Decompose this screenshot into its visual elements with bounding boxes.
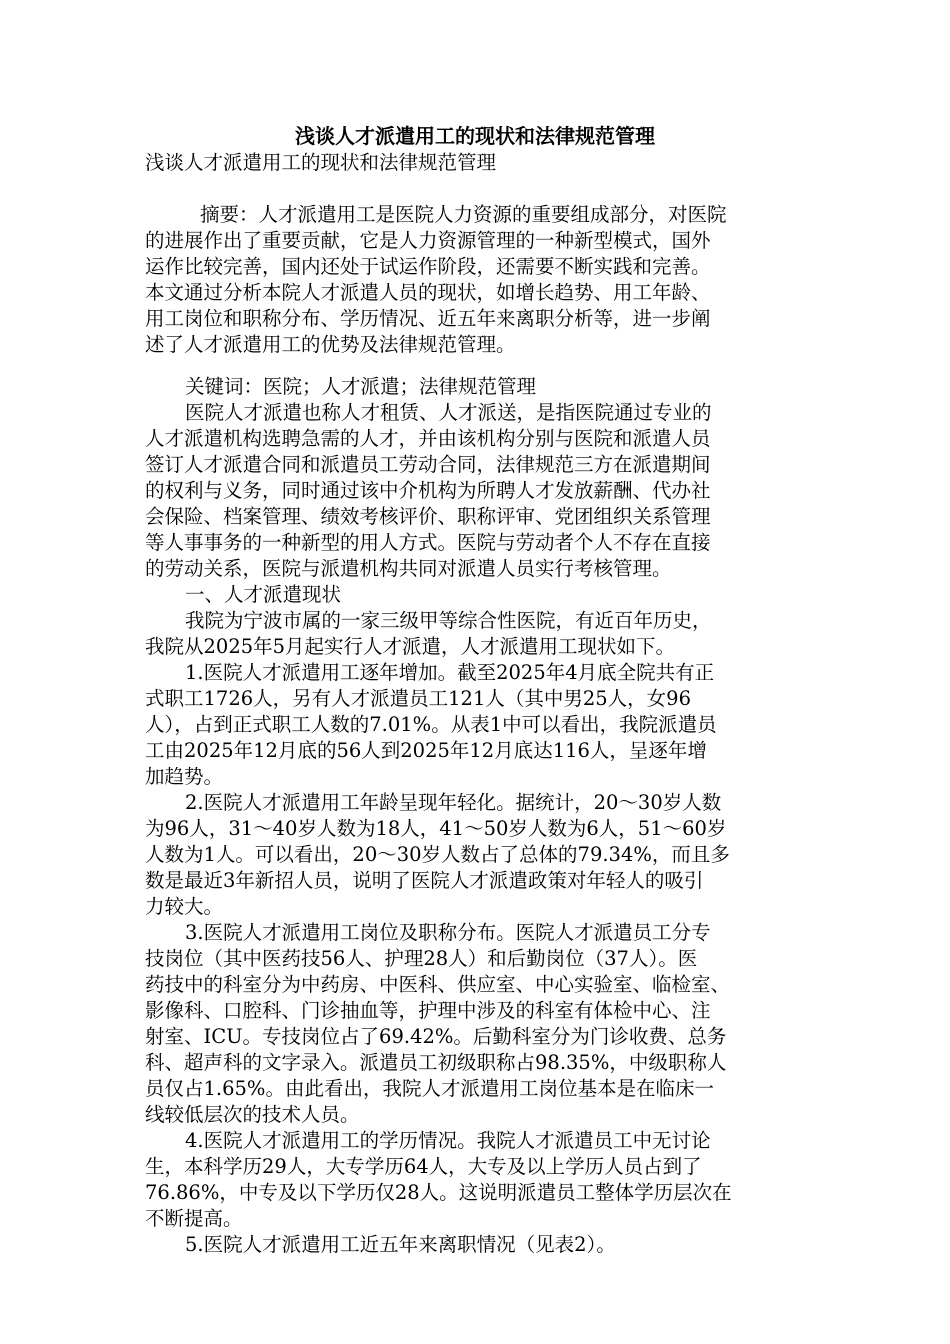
body-line: 我院从2025年5月起实行人才派遣，人才派遣用工现状如下。: [145, 635, 676, 658]
body-line: 人），占到正式职工人数的7.01%。从表1中可以看出，我院派遣员: [145, 713, 717, 736]
subtitle-line: 浅谈人才派遣用工的现状和法律规范管理: [145, 151, 497, 174]
body-line: 射室、ICU。专技岗位占了69.42%。后勤科室分为门诊收费、总务: [145, 1025, 727, 1048]
section-heading: 一、人才派遣现状: [185, 583, 342, 606]
body-line: 员仅占1.65%。由此看出，我院人才派遣用工岗位基本是在临床一: [145, 1077, 714, 1100]
body-line: 生，本科学历29人，大专学历64人，大专及以上学历人员占到了: [145, 1155, 702, 1178]
body-line: 3.医院人才派遣用工岗位及职称分布。医院人才派遣员工分专: [185, 921, 711, 944]
body-line: 的权利与义务，同时通过该中介机构为所聘人才发放薪酬、代办社: [145, 479, 711, 502]
body-line: 加趋势。: [145, 765, 224, 788]
body-line: 我院为宁波市属的一家三级甲等综合性医院，有近百年历史，: [185, 609, 712, 632]
body-line: 4.医院人才派遣用工的学历情况。我院人才派遣员工中无讨论: [185, 1129, 711, 1152]
body-line: 药技中的科室分为中药房、中医科、供应室、中心实验室、临检室、: [145, 973, 731, 996]
body-line: 5.医院人才派遣用工近五年来离职情况（见表2）。: [185, 1233, 616, 1256]
abstract-line: 本文通过分析本院人才派遣人员的现状，如增长趋势、用工年龄、: [145, 281, 711, 304]
body-line: 科、超声科的文字录入。派遣员工初级职称占98.35%，中级职称人: [145, 1051, 727, 1074]
body-line: 76.86%，中专及以下学历仅28人。这说明派遣员工整体学历层次在: [145, 1181, 732, 1204]
body-line: 影像科、口腔科、门诊抽血等，护理中涉及的科室有体检中心、注: [145, 999, 711, 1022]
body-line: 签订人才派遣合同和派遣员工劳动合同，法律规范三方在派遣期间: [145, 453, 711, 476]
body-line: 的劳动关系，医院与派遣机构共同对派遣人员实行考核管理。: [145, 557, 672, 580]
body-line: 技岗位（其中医药技56人、护理28人）和后勤岗位（37人）。医: [145, 947, 698, 970]
body-line: 等人事事务的一种新型的用人方式。医院与劳动者个人不存在直接: [145, 531, 711, 554]
body-line: 式职工1726人，另有人才派遣员工121人（其中男25人，女96: [145, 687, 691, 710]
body-line: 会保险、档案管理、绩效考核评价、职称评审、党团组织关系管理: [145, 505, 711, 528]
body-line: 医院人才派遣也称人才租赁、人才派送，是指医院通过专业的: [185, 401, 712, 424]
body-line: 2.医院人才派遣用工年龄呈现年轻化。据统计，20～30岁人数: [185, 791, 722, 814]
body-line: 不断提高。: [145, 1207, 243, 1230]
body-line: 数是最近3年新招人员，说明了医院人才派遣政策对年轻人的吸引: [145, 869, 704, 892]
abstract-line: 的进展作出了重要贡献，它是人力资源管理的一种新型模式，国外: [145, 229, 711, 252]
abstract-line: 述了人才派遣用工的优势及法律规范管理。: [145, 333, 516, 356]
abstract-line: 用工岗位和职称分布、学历情况、近五年来离职分析等，进一步阐: [145, 307, 711, 330]
document-title: 浅谈人才派遣用工的现状和法律规范管理: [295, 124, 655, 148]
keywords-line: 关键词：医院；人才派遣；法律规范管理: [185, 375, 537, 398]
body-line: 人数为1人。可以看出，20～30岁人数占了总体的79.34%，而且多: [145, 843, 730, 866]
body-line: 力较大。: [145, 895, 224, 918]
body-line: 人才派遣机构选聘急需的人才，并由该机构分别与医院和派遣人员: [145, 427, 711, 450]
abstract-line: 运作比较完善，国内还处于试运作阶段，还需要不断实践和完善。: [145, 255, 711, 278]
abstract-line: 摘要：人才派遣用工是医院人力资源的重要组成部分，对医院: [200, 203, 727, 226]
body-line: 1.医院人才派遣用工逐年增加。截至2025年4月底全院共有正: [185, 661, 715, 684]
body-line: 工由2025年12月底的56人到2025年12月底达116人，呈逐年增: [145, 739, 707, 762]
body-line: 为96人，31～40岁人数为18人，41～50岁人数为6人，51～60岁: [145, 817, 727, 840]
body-line: 线较低层次的技术人员。: [145, 1103, 360, 1126]
